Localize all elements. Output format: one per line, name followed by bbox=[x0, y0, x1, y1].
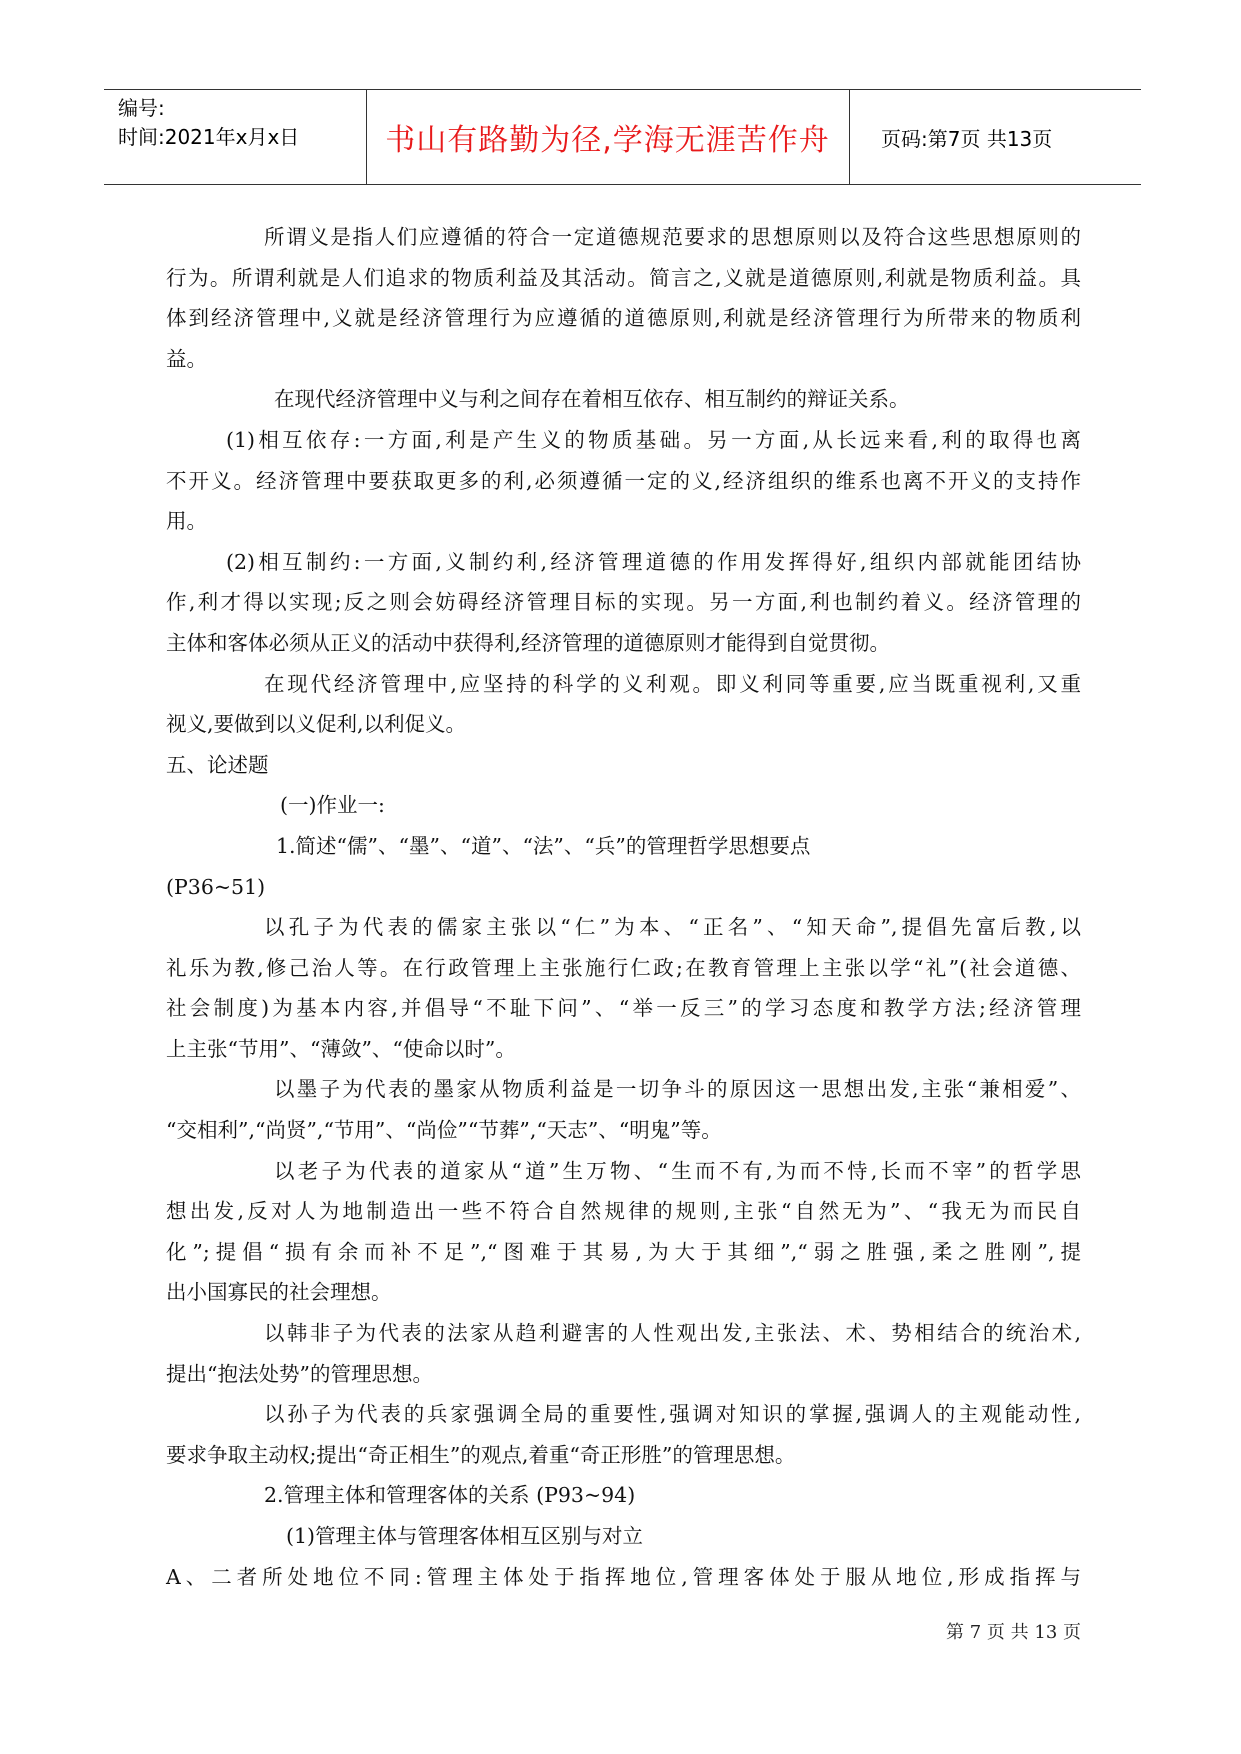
body-line: (2)相互制约:一方面,义制约利,经济管理道德的作用发挥得好,组织内部就能团结协 bbox=[226, 549, 1081, 574]
body-line: 出小国寡民的社会理想。 bbox=[166, 1280, 392, 1305]
body-line: 以墨子为代表的墨家从物质利益是一切争斗的原因这一思想出发,主张“兼相爱”、 bbox=[274, 1077, 1081, 1102]
header-divider bbox=[849, 90, 850, 184]
sub-point: (1)管理主体与管理客体相互区别与对立 bbox=[286, 1524, 644, 1548]
document-number: 编号: bbox=[118, 96, 165, 120]
body-line: 提出“抱法处势”的管理思想。 bbox=[166, 1361, 433, 1386]
body-line: 礼乐为教,修己治人等。在行政管理上主张施行仁政;在教育管理上主张以学“礼”(社会道德、 bbox=[166, 955, 1081, 980]
header-meta bbox=[118, 94, 299, 152]
body-line: 在现代经济管理中义与利之间存在着相互依存、相互制约的辩证关系。 bbox=[274, 387, 910, 412]
body-line: (1)相互依存:一方面,利是产生义的物质基础。另一方面,从长远来看,利的取得也离 bbox=[226, 427, 1081, 452]
document-date: 时间:2021年x月x日 bbox=[118, 125, 300, 149]
body-line: “交相利”,“尚贤”,“节用”、“尚俭”“节葬”,“天志”、“明鬼”等。 bbox=[166, 1118, 722, 1143]
body-line: 所谓义是指人们应遵循的符合一定道德规范要求的思想原则以及符合这些思想原则的 bbox=[264, 225, 1081, 249]
body-line: 要求争取主动权;提出“奇正相生”的观点,着重“奇正形胜”的管理思想。 bbox=[166, 1442, 796, 1467]
body-line: 以韩非子为代表的法家从趋利避害的人性观出发,主张法、术、势相结合的统治术, bbox=[264, 1321, 1081, 1346]
body-line: 想出发,反对人为地制造出一些不符合自然规律的规则,主张“自然无为”、“我无为而民自 bbox=[166, 1199, 1081, 1224]
body-line: 行为。所谓利就是人们追求的物质利益及其活动。简言之,义就是道德原则,利就是物质利益。具 bbox=[166, 265, 1081, 290]
question-title: 2.管理主体和管理客体的关系 (P93~94) bbox=[264, 1483, 636, 1508]
body-line: 用。 bbox=[166, 509, 207, 534]
body-line: 化”;提倡“损有余而补不足”,“图难于其易,为大于其细”,“弱之胜强,柔之胜刚”,提 bbox=[166, 1239, 1081, 1264]
page-header bbox=[104, 89, 1141, 185]
body-line: 体到经济管理中,义就是经济管理行为应遵循的道德原则,利就是经济管理行为所带来的物质利 bbox=[166, 306, 1081, 331]
body-line: A、二者所处地位不同:管理主体处于指挥地位,管理客体处于服从地位,形成指挥与 bbox=[166, 1564, 1081, 1589]
document-body bbox=[166, 217, 1081, 1597]
body-line: 以孔子为代表的儒家主张以“仁”为本、“正名”、“知天命”,提倡先富后教,以 bbox=[264, 915, 1081, 940]
body-line: 视义,要做到以义促利,以利促义。 bbox=[166, 712, 467, 737]
body-line: 社会制度)为基本内容,并倡导“不耻下问”、“举一反三”的学习态度和教学方法;经济管理 bbox=[166, 996, 1081, 1021]
body-line: 主体和客体必须从正义的活动中获得利,经济管理的道德原则才能得到自觉贯彻。 bbox=[166, 630, 891, 655]
body-line: 上主张“节用”、“薄敛”、“使命以时”。 bbox=[166, 1036, 516, 1061]
body-line: 益。 bbox=[166, 346, 207, 371]
body-line: 以孙子为代表的兵家强调全局的重要性,强调对知识的掌握,强调人的主观能动性, bbox=[264, 1402, 1081, 1427]
body-line: 不开义。经济管理中要获取更多的利,必须遵循一定的义,经济组织的维系也离不开义的支持作 bbox=[166, 468, 1081, 493]
body-line: 在现代经济管理中,应坚持的科学的义利观。即义利同等重要,应当既重视利,又重 bbox=[264, 671, 1081, 696]
body-line: 以老子为代表的道家从“道”生万物、“生而不有,为而不恃,长而不宰”的哲学思 bbox=[274, 1158, 1081, 1183]
page-reference: (P36~51) bbox=[166, 874, 266, 899]
page-footer: 第 7 页 共 13 页 bbox=[946, 1622, 1081, 1643]
question-title: 1.简述“儒”、“墨”、“道”、“法”、“兵”的管理哲学思想要点 bbox=[276, 833, 811, 858]
body-line: 作,利才得以实现;反之则会妨碍经济管理目标的实现。另一方面,利也制约着义。经济管理的 bbox=[166, 590, 1081, 615]
header-motto: 书山有路勤为径,学海无涯苦作舟 bbox=[385, 123, 830, 158]
subsection-heading: (一)作业一: bbox=[280, 793, 385, 818]
header-page-info: 页码:第7页 共13页 bbox=[881, 126, 1053, 151]
section-heading: 五、论述题 bbox=[166, 752, 269, 777]
